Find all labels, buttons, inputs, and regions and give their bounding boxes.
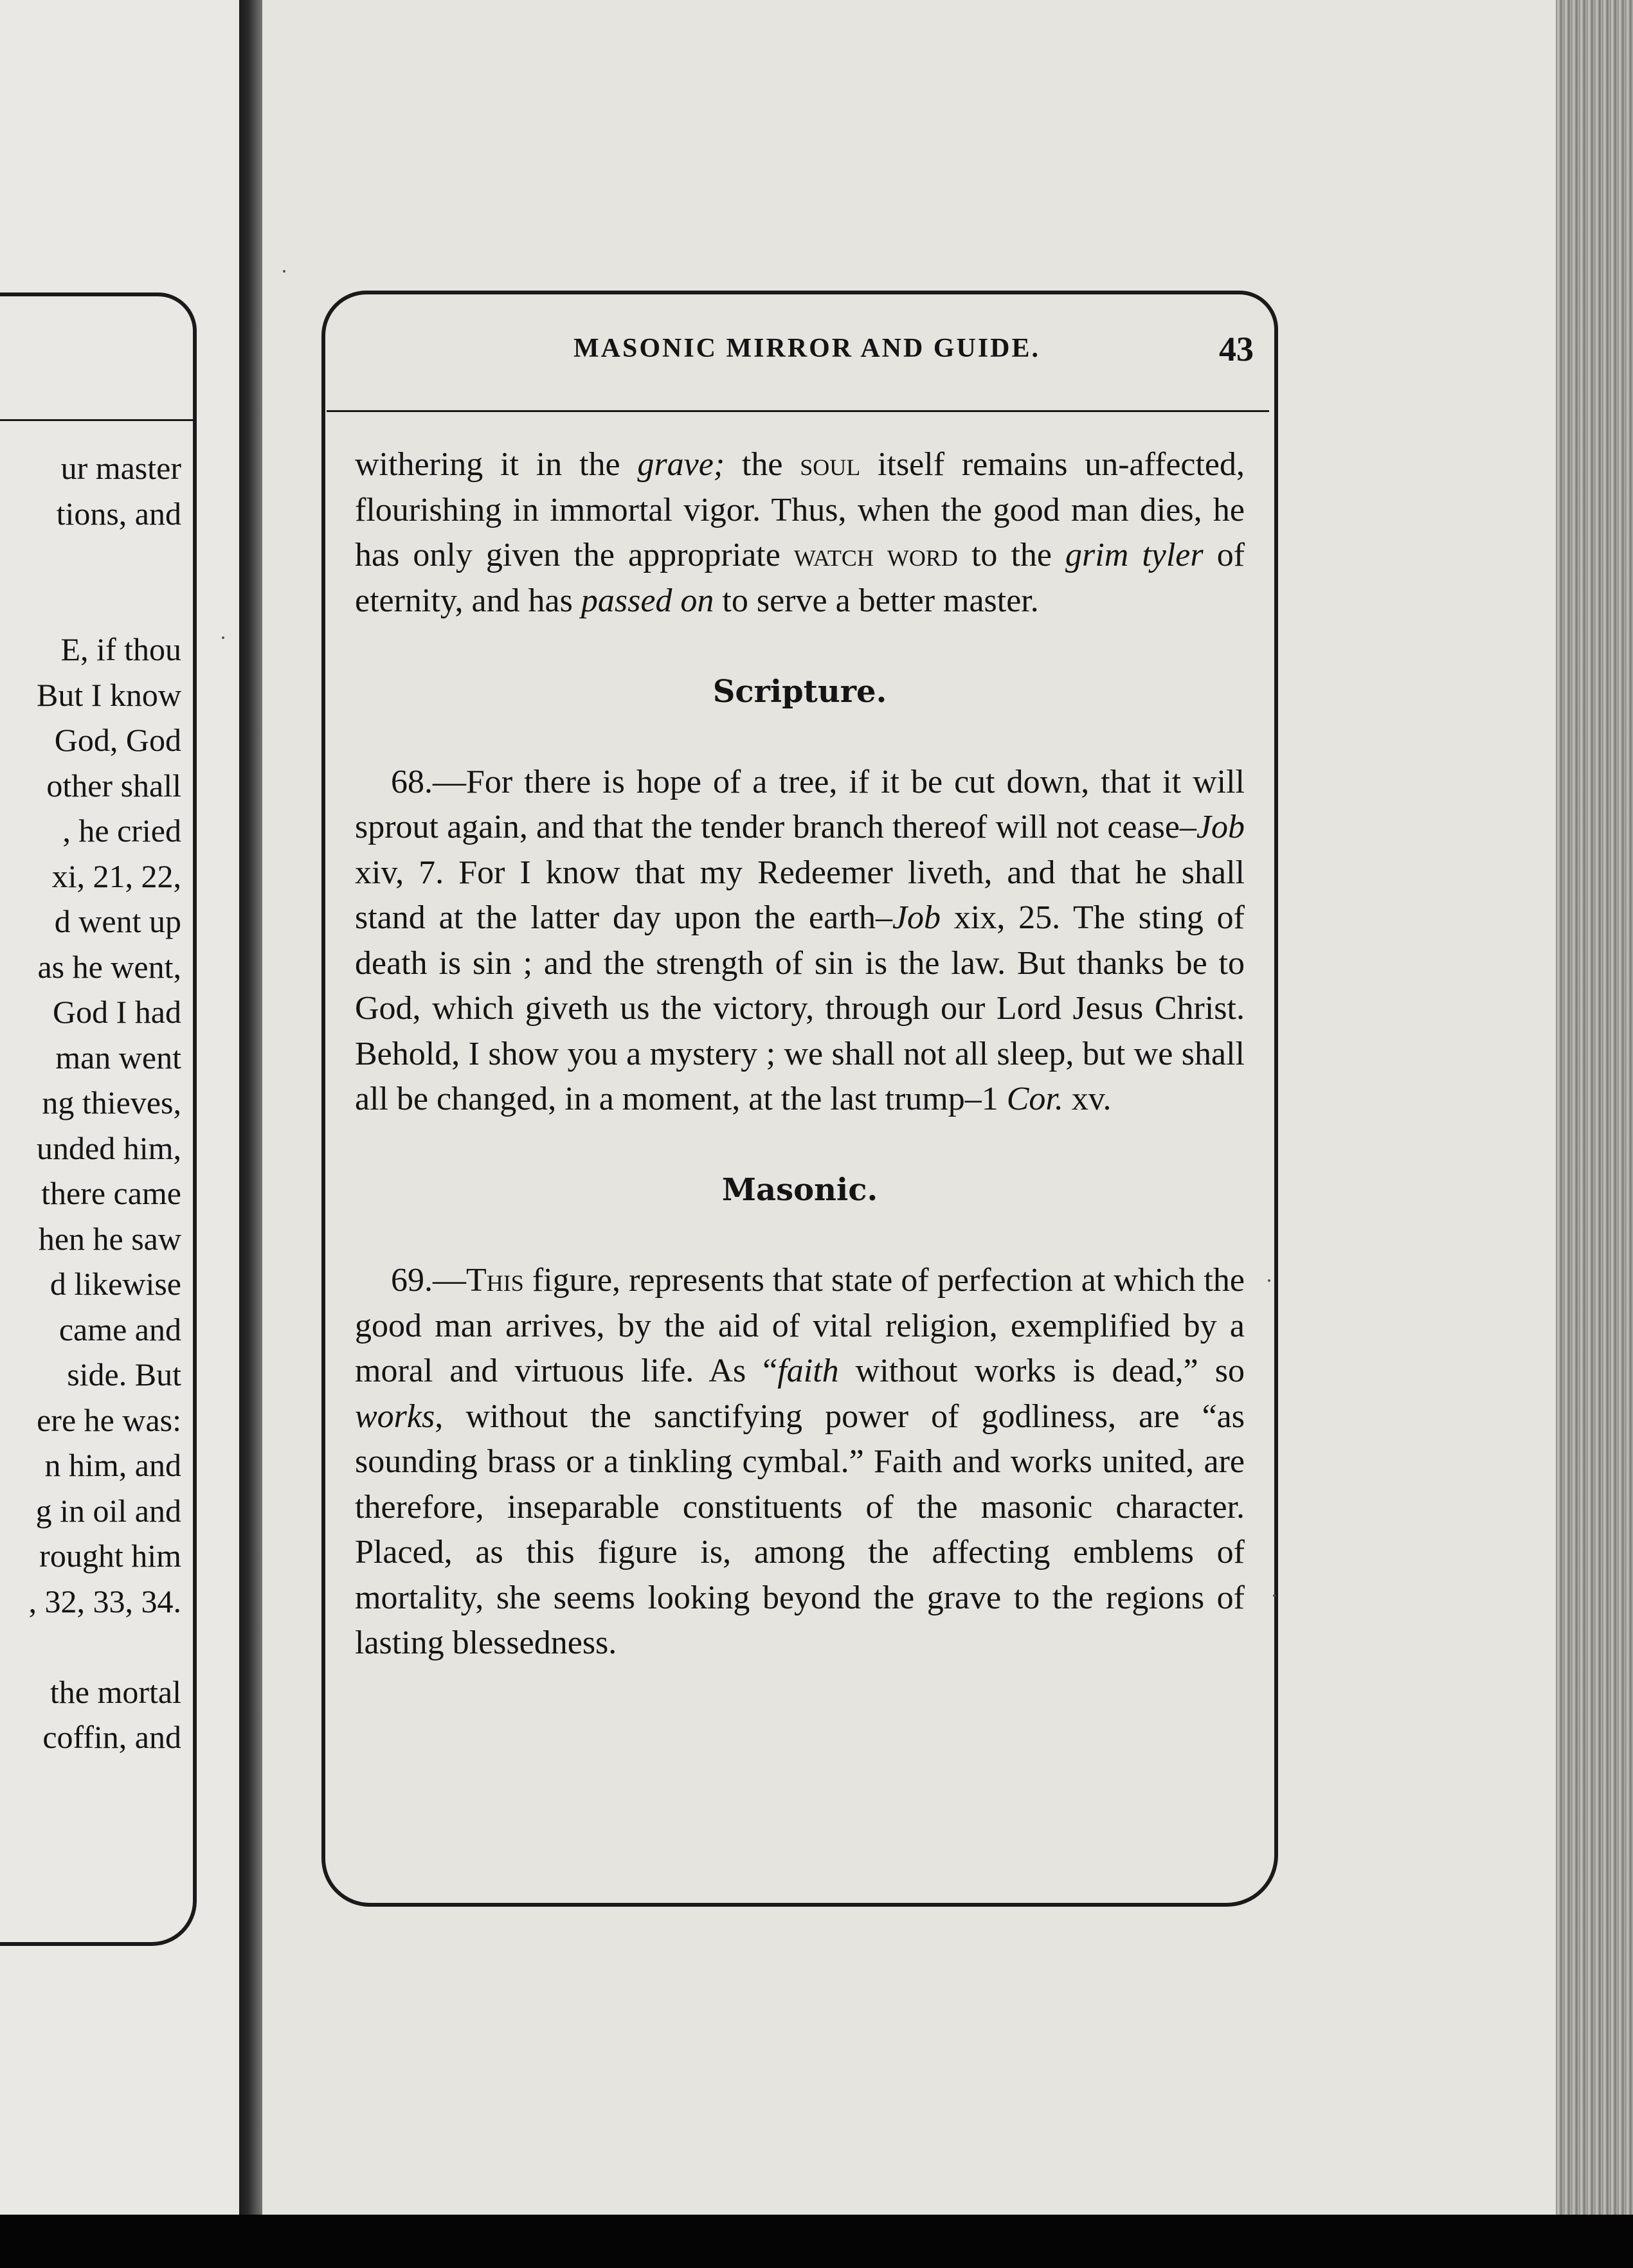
left-page-line: , 32, 33, 34. <box>28 1583 181 1619</box>
gutter-shadow <box>239 0 262 2268</box>
left-page-line: d went up <box>54 903 181 939</box>
left-page-text <box>0 446 181 1760</box>
masonic-heading: Masonic. <box>721 1172 878 1208</box>
bottom-edge <box>0 2215 1633 2268</box>
left-page-line: other shall <box>46 767 181 804</box>
page-body <box>355 442 1245 1666</box>
running-header <box>360 330 1254 372</box>
scripture-heading: Scripture. <box>712 673 887 710</box>
left-page-line: the mortal <box>50 1673 181 1710</box>
paper-speck <box>222 636 224 639</box>
left-page-line: unded him, <box>37 1130 181 1166</box>
scripture-paragraph: 68.—For there is hope of a tree, if it be cut down, that it will sprout again, and that the tender branch thereof will not cease–Job xiv, 7. For I know that my Redeemer liveth, and that he shall stand at the latter day upon the earth–Job xix, 25. The sting of death is sin ; and the strength of sin is the law. But thanks be to God, which giveth us the victory, through our Lord Jesus Christ. Behold, I show you a mystery ; we shall not all sleep, but we shall all be changed, in a moment, at the last trump–1 Cor. xv. <box>355 763 1245 1117</box>
left-page-line: But I know <box>37 676 181 713</box>
left-page-line: g in oil and <box>35 1492 181 1529</box>
left-page-line: ere he was: <box>37 1401 181 1438</box>
left-page-header-rule <box>0 419 193 421</box>
left-page-line <box>0 1624 181 1670</box>
left-page-line: came and <box>59 1311 181 1347</box>
masonic-paragraph: 69.—This figure, represents that state of perfection at which the good man arrives, by the aid of vital religion, exemplified by a moral and virtuous life. As “faith without works is dead,” so works, without the sanctifying power of godliness, are “as sounding brass or a tinkling cymbal.” Faith and works united, are therefore, inseparable constituents of the masonic character. Placed, as this figure is, among the affecting emblems of mortality, she seems looking beyond the grave to the regions of lasting blessedness. <box>355 1262 1245 1661</box>
left-page-line: E, if thou <box>60 631 181 667</box>
left-page-line: n him, and <box>44 1447 181 1483</box>
left-page-line <box>0 582 181 627</box>
left-page-line: man went <box>55 1039 181 1076</box>
left-page-line: as he went, <box>37 948 181 985</box>
paper-speck <box>1268 1279 1270 1282</box>
left-page-line: hen he saw <box>38 1220 181 1257</box>
left-page-line: ur master <box>60 450 181 486</box>
header-rule <box>327 410 1269 412</box>
left-page-line: d likewise <box>50 1266 181 1302</box>
left-page-line: there came <box>41 1175 181 1211</box>
opening-paragraph: withering it in the grave; the soul itself remains un-affected, flourishing in immortal vigor. Thus, when the good man dies, he has only given the appropriate watch word to the grim tyler of eternity, and has passed on to serve a better master. <box>355 446 1245 619</box>
page-edges <box>1556 0 1633 2215</box>
left-page-line <box>0 536 181 582</box>
left-page-line: , he cried <box>62 813 181 849</box>
paper-speck <box>1273 1594 1276 1597</box>
left-page-line: God, God <box>54 722 181 758</box>
left-page-line: coffin, and <box>42 1719 181 1755</box>
left-page-line: tions, and <box>56 495 181 532</box>
paper-speck <box>283 270 285 273</box>
left-page-line: xi, 21, 22, <box>51 858 181 894</box>
left-page-line: side. But <box>67 1356 181 1392</box>
left-page-line: ng thieves, <box>42 1084 181 1120</box>
left-page-line: rought him <box>39 1538 181 1574</box>
page-number: 43 <box>1219 330 1254 368</box>
left-page-line: God I had <box>53 994 181 1030</box>
running-title: MASONIC MIRROR AND GUIDE. <box>573 334 1041 363</box>
